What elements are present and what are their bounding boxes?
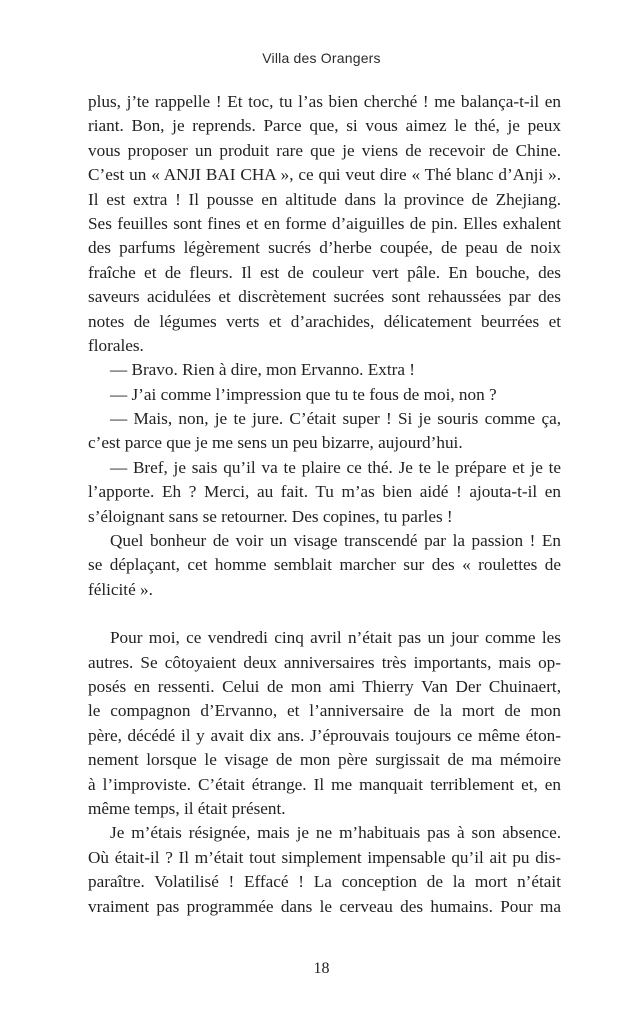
text-line: plus, j’te rappelle ! Et toc, tu l’as bien cherché ! me balança-t-il en — [88, 92, 561, 111]
text-line: posés en ressenti. Celui de mon ami Thierry Van Der Chuinaert, — [88, 676, 561, 696]
text-line: nement lorsque le visage de mon père surgissait de ma mémoire — [88, 750, 561, 770]
text-line: père, décédé il y avait dix ans. J’éprouvais toujours ce même éton- — [88, 725, 561, 745]
text-line: se déplaçant, cet homme semblait marcher sur des « roulettes de — [88, 555, 561, 575]
text-line: Je m’étais résignée, mais je ne m’habituais pas à son absence. — [110, 823, 561, 843]
text-line: s’éloignant sans se retourner. Des copines, tu parles ! — [88, 506, 453, 526]
body-text — [88, 90, 561, 919]
text-line: autres. Se côtoyaient deux anniversaires très importants, mais op- — [88, 652, 561, 672]
text-line: des parfums légèrement sucrés d’herbe coupée, de peau de noix — [88, 238, 561, 258]
page-number: 18 — [313, 960, 330, 977]
dialogue-line: — J’ai comme l’impression que tu te fous de moi, non ? — [110, 384, 497, 404]
section-break — [88, 602, 561, 626]
text-line: C’est un « ANJI BAI CHA », ce qui veut dire « Thé blanc d’Anji ». — [88, 165, 561, 185]
text-line: Il est extra ! Il pousse en altitude dans la province de Zhejiang. — [88, 189, 561, 209]
dialogue-line: — Mais, non, je te jure. C’était super ! Si je souris comme ça, — [110, 409, 561, 429]
text-line: l’apporte. Eh ? Merci, au fait. Tu m’as bien aidé ! ajouta-t-il en — [88, 482, 561, 502]
text-line: fraîche et de fleurs. Il est de couleur vert pâle. En bouche, des — [88, 262, 561, 282]
text-line: florales. — [88, 335, 144, 355]
running-header: Villa des Orangers — [262, 50, 381, 66]
text-line: Quel bonheur de voir un visage transcendé par la passion ! En — [110, 531, 561, 551]
text-line: vraiment pas programmée dans le cerveau des humains. Pour ma — [88, 896, 561, 916]
text-line: paraître. Volatilisé ! Effacé ! La conception de la mort n’était — [88, 872, 561, 892]
text-line: félicité ». — [88, 579, 153, 599]
text-line: Pour moi, ce vendredi cinq avril n’était pas un jour comme les — [110, 628, 561, 648]
text-line: vous proposer un produit rare que je viens de recevoir de Chine. — [88, 140, 561, 160]
text-line: riant. Bon, je reprends. Parce que, si vous aimez le thé, je peux — [88, 116, 561, 136]
text-line: le compagnon d’Ervanno, et l’anniversaire de la mort de mon — [88, 701, 561, 721]
text-line: Ses feuilles sont fines et en forme d’aiguilles de pin. Elles exhalent — [88, 213, 561, 233]
dialogue-line: — Bravo. Rien à dire, mon Ervanno. Extra ! — [110, 360, 415, 380]
text-line: notes de légumes verts et d’arachides, délicatement beurrées et — [88, 311, 561, 331]
text-line: même temps, il était présent. — [88, 798, 286, 818]
text-line: saveurs acidulées et discrètement sucrées sont rehaussées par des — [88, 287, 561, 307]
text-line: à l’improviste. C’était étrange. Il me manquait terriblement et, en — [88, 774, 561, 794]
dialogue-line: — Bref, je sais qu’il va te plaire ce thé. Je te le prépare et je te — [110, 457, 561, 477]
text-line: Où était-il ? Il m’était tout simplement impensable qu’il ait pu dis- — [88, 847, 561, 867]
text-line: c’est parce que je me sens un peu bizarre, aujourd’hui. — [88, 433, 463, 453]
